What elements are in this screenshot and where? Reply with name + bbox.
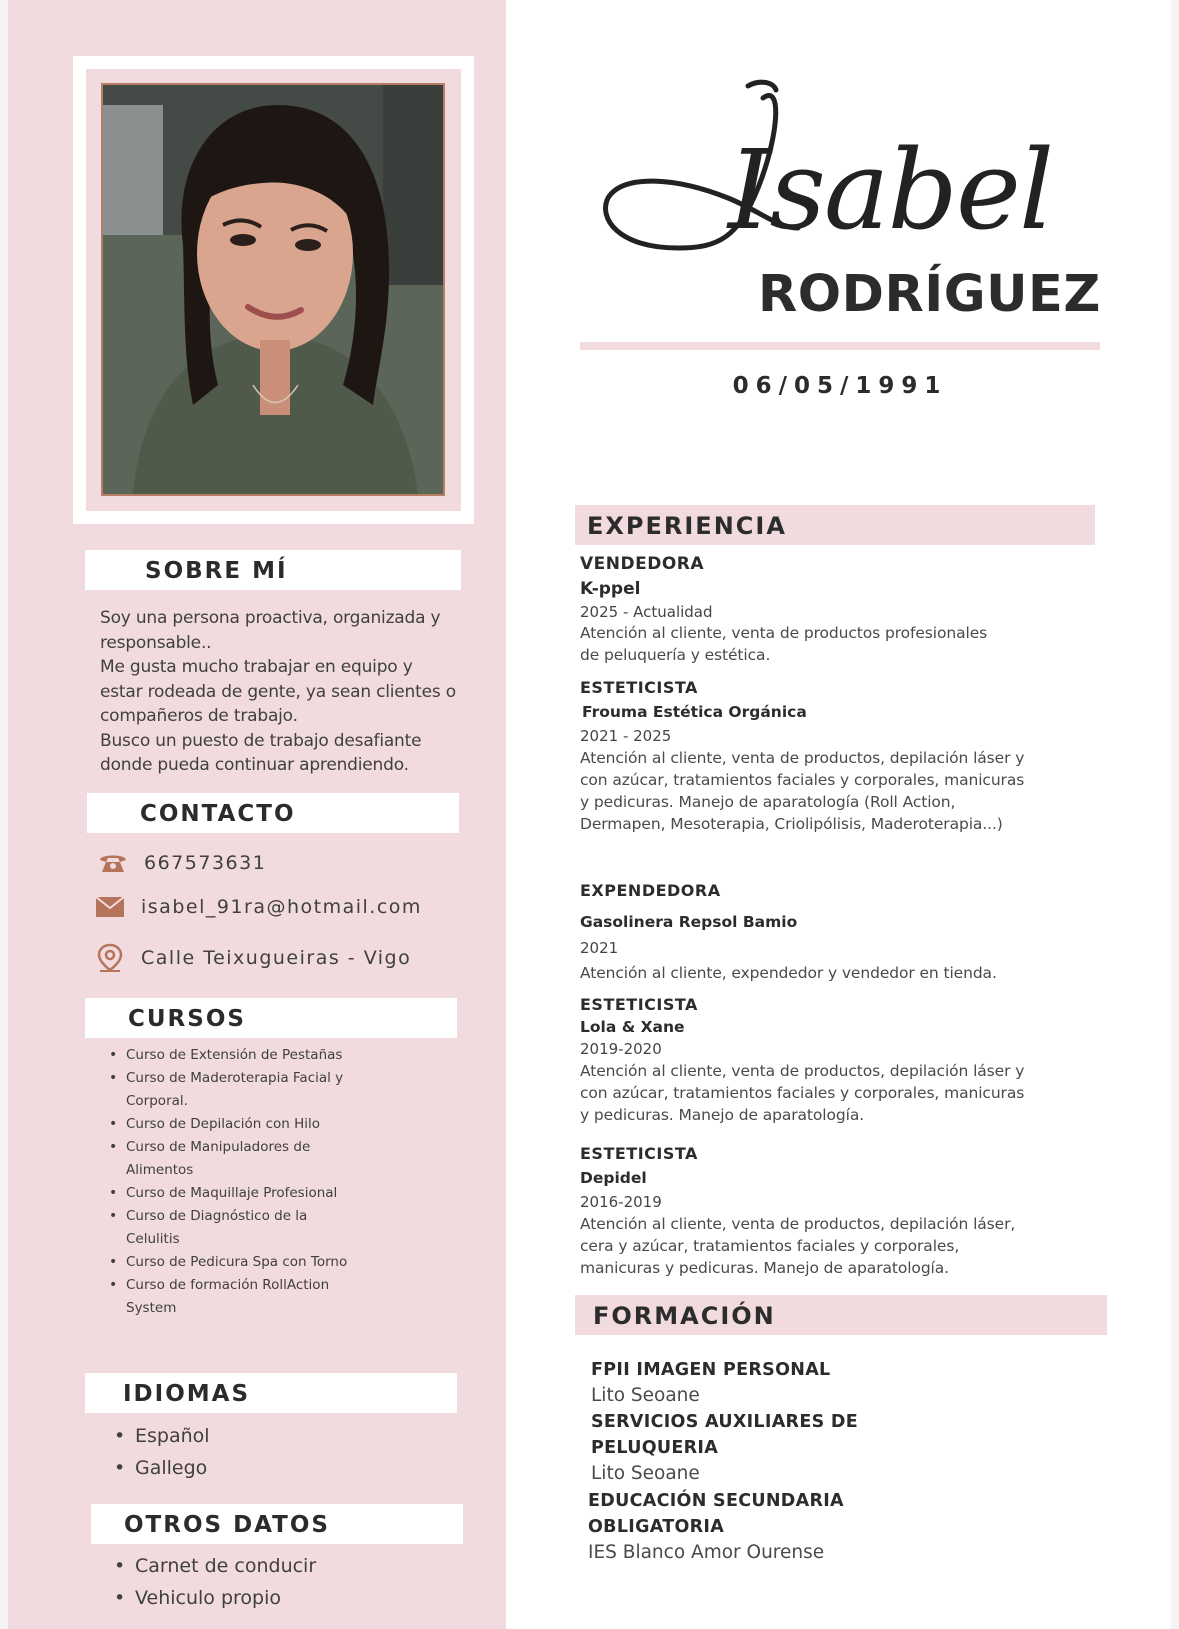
education-title: FPII IMAGEN PERSONAL	[591, 1360, 831, 1380]
courses-heading-bar	[85, 998, 457, 1038]
job-entry	[580, 880, 1040, 984]
other-heading-bar	[91, 1504, 463, 1544]
list-item: • Curso de Manipuladores de Alimentos	[108, 1136, 348, 1182]
education-entry	[588, 1488, 858, 1566]
photo-frame	[73, 56, 474, 524]
job-description: Atención al cliente, venta de productos, depilación láser, cera y azúcar, tratamientos faciales y corporales, manicuras y pedicuras. Manejo de aparatología.	[580, 1215, 1016, 1277]
list-item: • Curso de formación RollAction System	[108, 1274, 348, 1320]
list-item: • Curso de Maquillaje Profesional	[108, 1182, 348, 1205]
about-heading-bar	[85, 550, 461, 590]
education-title: SERVICIOS AUXILIARES DE PELUQUERIA	[591, 1412, 858, 1458]
profile-photo	[101, 83, 445, 496]
contact-heading: CONTACTO	[140, 801, 296, 827]
job-description: Atención al cliente, venta de productos profesionales de peluquería y estética.	[580, 624, 988, 664]
job-role: ESTETICISTA	[580, 678, 698, 697]
job-role: VENDEDORA	[580, 554, 705, 574]
mail-icon	[95, 894, 125, 920]
education-school: Lito Seoane	[591, 1463, 700, 1484]
job-entry	[580, 994, 1040, 1126]
experience-heading-bar	[575, 505, 1095, 545]
job-entry	[580, 552, 1040, 666]
list-item: • Curso de Extensión de Pestañas	[108, 1044, 348, 1067]
list-item: • Gallego	[114, 1452, 210, 1484]
courses-list	[108, 1044, 348, 1320]
list-item: • Vehiculo propio	[114, 1582, 316, 1614]
job-company: Frouma Estética Orgánica	[582, 703, 807, 721]
list-item: • Español	[114, 1420, 210, 1452]
first-name-text: Isabel	[728, 126, 1053, 254]
education-school: IES Blanco Amor Ourense	[588, 1542, 825, 1563]
about-line: Busco un puesto de trabajo desafiante donde pueda continuar aprendiendo.	[100, 730, 422, 775]
about-line: Soy una persona proactiva, organizada y responsable..	[100, 608, 441, 653]
last-name: RODRÍGUEZ	[758, 265, 1101, 324]
job-company: Gasolinera Repsol Bamio	[580, 913, 798, 931]
job-description: Atención al cliente, venta de productos, depilación láser y con azúcar, tratamientos faciales y corporales, manicuras y pedicuras. Manejo de aparatología.	[580, 1062, 1025, 1124]
location-pin-icon	[95, 945, 125, 971]
education-heading-bar	[575, 1295, 1107, 1335]
job-years: 2025 - Actualidad	[580, 603, 713, 621]
job-years: 2021 - 2025	[580, 727, 672, 745]
job-years: 2019-2020	[580, 1040, 662, 1058]
contact-phone	[98, 850, 266, 876]
job-description: Atención al cliente, expendedor y vendedor en tienda.	[580, 964, 997, 982]
languages-heading-bar	[85, 1373, 457, 1413]
experience-heading: EXPERIENCIA	[587, 512, 787, 540]
list-item: • Curso de Depilación con Hilo	[108, 1113, 348, 1136]
education-school: Lito Seoane	[591, 1385, 700, 1406]
resume-page	[8, 0, 1171, 1629]
about-text	[100, 606, 460, 778]
job-role: ESTETICISTA	[580, 995, 698, 1014]
job-years: 2016-2019	[580, 1193, 662, 1211]
list-item: • Curso de Maderoterapia Facial y Corporal.	[108, 1067, 348, 1113]
job-role: EXPENDEDORA	[580, 881, 721, 900]
contact-heading-bar	[87, 793, 459, 833]
job-company: K-ppel	[580, 579, 641, 599]
contact-address	[95, 945, 411, 971]
job-entry	[580, 677, 1040, 835]
education-entry	[591, 1357, 871, 1487]
phone-icon	[98, 850, 128, 876]
about-line: Me gusta mucho trabajar en equipo y estar rodeada de gente, ya sean clientes o compañeros de trabajo.	[100, 657, 456, 726]
other-list	[114, 1550, 316, 1614]
job-years: 2021	[580, 939, 619, 957]
courses-heading: CURSOS	[128, 1006, 246, 1032]
divider	[580, 342, 1100, 350]
about-heading: SOBRE MÍ	[145, 558, 288, 584]
email-text[interactable]: isabel_91ra@hotmail.com	[141, 896, 422, 918]
address-text: Calle Teixugueiras - Vigo	[141, 947, 412, 969]
birthdate: 06/05/1991	[732, 373, 948, 399]
list-item: • Curso de Pedicura Spa con Torno	[108, 1251, 348, 1274]
list-item: • Curso de Diagnóstico de la Celulitis	[108, 1205, 348, 1251]
languages-heading: IDIOMAS	[123, 1381, 251, 1407]
other-heading: OTROS DATOS	[124, 1512, 330, 1538]
job-company: Lola & Xane	[580, 1018, 685, 1036]
first-name-signature	[598, 78, 1098, 258]
job-role: ESTETICISTA	[580, 1144, 698, 1163]
education-heading: FORMACIÓN	[593, 1302, 776, 1330]
left-sidebar	[8, 0, 506, 1629]
job-description: Atención al cliente, venta de productos, depilación láser y con azúcar, tratamientos faciales y corporales, manicuras y pedicuras. Manejo de aparatología (Roll Action, Dermapen, Mesoterapia, Criolipólisis, Maderoterapia...)	[580, 749, 1025, 833]
list-item: • Carnet de conducir	[114, 1550, 316, 1582]
education-title: EDUCACIÓN SECUNDARIA OBLIGATORIA	[588, 1491, 844, 1537]
job-entry	[580, 1143, 1040, 1279]
job-company: Depidel	[580, 1169, 647, 1187]
contact-email	[95, 894, 422, 920]
languages-list	[114, 1420, 210, 1484]
phone-text[interactable]: 667573631	[144, 852, 267, 874]
